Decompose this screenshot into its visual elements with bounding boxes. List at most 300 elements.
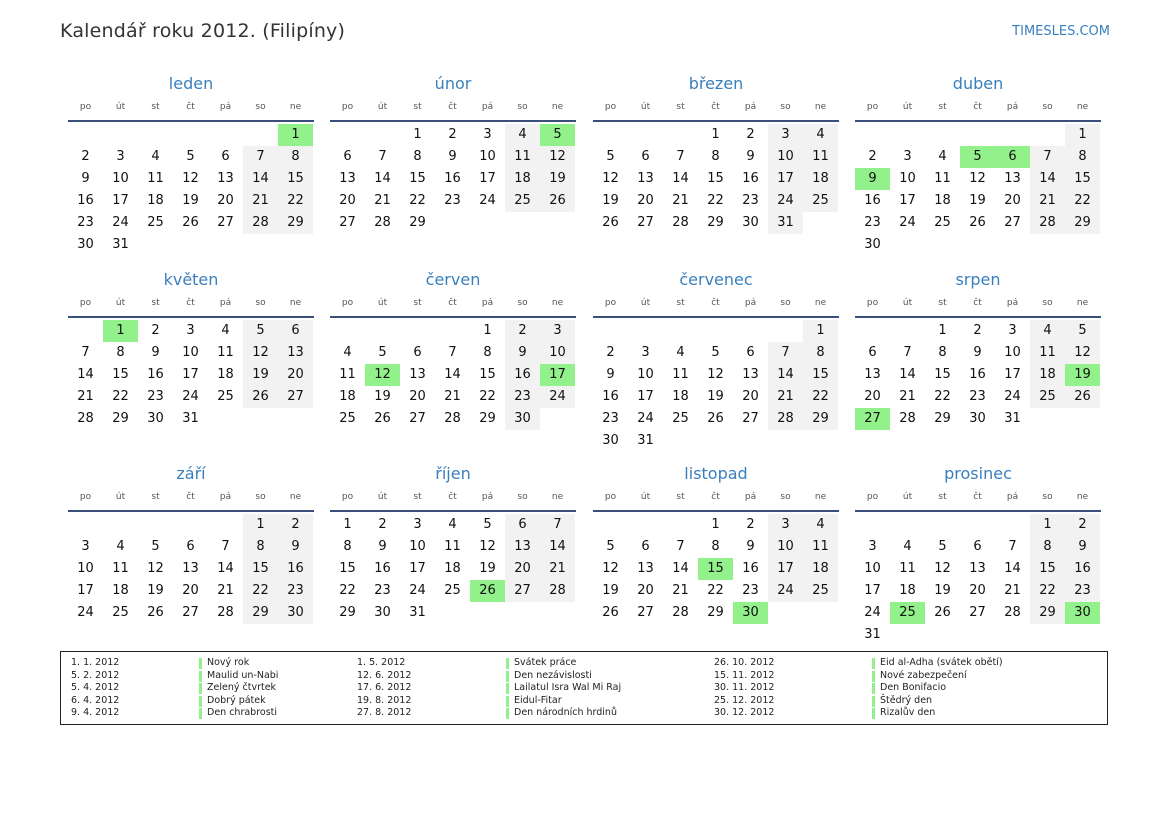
day-cell[interactable]: 3 bbox=[768, 124, 803, 146]
day-cell[interactable]: 12 bbox=[602, 561, 619, 576]
day-cell[interactable]: 24 bbox=[864, 605, 881, 620]
day-cell[interactable]: 6 bbox=[868, 345, 877, 360]
day-cell[interactable]: 6 bbox=[641, 149, 650, 164]
day-cell[interactable]: 9 bbox=[855, 168, 890, 190]
day-cell[interactable]: 11 bbox=[672, 367, 689, 382]
day-cell[interactable]: 9 bbox=[746, 539, 755, 554]
day-cell[interactable]: 25 bbox=[147, 215, 164, 230]
day-cell[interactable]: 30 bbox=[147, 411, 164, 426]
day-cell[interactable]: 11 bbox=[899, 561, 916, 576]
day-cell[interactable]: 17 bbox=[1004, 367, 1021, 382]
day-cell[interactable]: 22 bbox=[409, 193, 426, 208]
day-cell[interactable]: 13 bbox=[339, 171, 356, 186]
day-cell[interactable]: 2 bbox=[746, 517, 755, 532]
day-cell[interactable]: 3 bbox=[1008, 323, 1017, 338]
day-cell[interactable]: 19 bbox=[707, 389, 724, 404]
day-cell[interactable]: 13 bbox=[742, 367, 759, 382]
day-cell[interactable]: 10 bbox=[637, 367, 654, 382]
day-cell[interactable]: 1 bbox=[413, 127, 422, 142]
day-cell[interactable]: 1 bbox=[1065, 124, 1100, 146]
day-cell[interactable]: 20 bbox=[182, 583, 199, 598]
day-cell[interactable]: 22 bbox=[803, 386, 838, 408]
day-cell[interactable]: 8 bbox=[116, 345, 125, 360]
day-cell[interactable]: 13 bbox=[637, 561, 654, 576]
day-cell[interactable]: 23 bbox=[374, 583, 391, 598]
day-cell[interactable]: 30 bbox=[969, 411, 986, 426]
day-cell[interactable]: 12 bbox=[540, 146, 575, 168]
day-cell[interactable]: 14 bbox=[77, 367, 94, 382]
day-cell[interactable]: 14 bbox=[540, 536, 575, 558]
day-cell[interactable]: 23 bbox=[147, 389, 164, 404]
day-cell[interactable]: 5 bbox=[243, 320, 278, 342]
day-cell[interactable]: 31 bbox=[1004, 411, 1021, 426]
day-cell[interactable]: 8 bbox=[938, 345, 947, 360]
day-cell[interactable]: 5 bbox=[938, 539, 947, 554]
day-cell[interactable]: 18 bbox=[934, 193, 951, 208]
day-cell[interactable]: 15 bbox=[112, 367, 129, 382]
day-cell[interactable]: 7 bbox=[676, 149, 685, 164]
day-cell[interactable]: 21 bbox=[1004, 583, 1021, 598]
day-cell[interactable]: 4 bbox=[151, 149, 160, 164]
day-cell[interactable]: 5 bbox=[960, 146, 995, 168]
day-cell[interactable]: 8 bbox=[243, 536, 278, 558]
day-cell[interactable]: 24 bbox=[768, 580, 803, 602]
day-cell[interactable]: 26 bbox=[602, 605, 619, 620]
day-cell[interactable]: 18 bbox=[899, 583, 916, 598]
day-cell[interactable]: 5 bbox=[186, 149, 195, 164]
day-cell[interactable]: 17 bbox=[899, 193, 916, 208]
day-cell[interactable]: 29 bbox=[112, 411, 129, 426]
day-cell[interactable]: 15 bbox=[479, 367, 496, 382]
day-cell[interactable]: 27 bbox=[637, 605, 654, 620]
day-cell[interactable]: 19 bbox=[969, 193, 986, 208]
day-cell[interactable]: 29 bbox=[803, 408, 838, 430]
day-cell[interactable]: 1 bbox=[483, 323, 492, 338]
day-cell[interactable]: 14 bbox=[444, 367, 461, 382]
day-cell[interactable]: 4 bbox=[221, 323, 230, 338]
day-cell[interactable]: 29 bbox=[1065, 212, 1100, 234]
day-cell[interactable]: 7 bbox=[540, 514, 575, 536]
day-cell[interactable]: 24 bbox=[540, 386, 575, 408]
day-cell[interactable]: 30 bbox=[77, 237, 94, 252]
day-cell[interactable]: 4 bbox=[803, 514, 838, 536]
day-cell[interactable]: 31 bbox=[112, 237, 129, 252]
day-cell[interactable]: 4 bbox=[505, 124, 540, 146]
day-cell[interactable]: 14 bbox=[1030, 168, 1065, 190]
day-cell[interactable]: 26 bbox=[470, 580, 505, 602]
day-cell[interactable]: 23 bbox=[602, 411, 619, 426]
day-cell[interactable]: 3 bbox=[186, 323, 195, 338]
day-cell[interactable]: 4 bbox=[676, 345, 685, 360]
day-cell[interactable]: 12 bbox=[365, 364, 400, 386]
day-cell[interactable]: 27 bbox=[278, 386, 313, 408]
day-cell[interactable]: 7 bbox=[1008, 539, 1017, 554]
day-cell[interactable]: 18 bbox=[803, 558, 838, 580]
day-cell[interactable]: 15 bbox=[707, 171, 724, 186]
day-cell[interactable]: 21 bbox=[768, 386, 803, 408]
day-cell[interactable]: 6 bbox=[746, 345, 755, 360]
day-cell[interactable]: 3 bbox=[868, 539, 877, 554]
day-cell[interactable]: 12 bbox=[602, 171, 619, 186]
day-cell[interactable]: 7 bbox=[1030, 146, 1065, 168]
day-cell[interactable]: 18 bbox=[505, 168, 540, 190]
day-cell[interactable]: 22 bbox=[707, 193, 724, 208]
day-cell[interactable]: 25 bbox=[112, 605, 129, 620]
day-cell[interactable]: 5 bbox=[1065, 320, 1100, 342]
day-cell[interactable]: 19 bbox=[243, 364, 278, 386]
day-cell[interactable]: 17 bbox=[768, 558, 803, 580]
day-cell[interactable]: 17 bbox=[479, 171, 496, 186]
day-cell[interactable]: 12 bbox=[1065, 342, 1100, 364]
day-cell[interactable]: 22 bbox=[339, 583, 356, 598]
day-cell[interactable]: 21 bbox=[540, 558, 575, 580]
day-cell[interactable]: 14 bbox=[768, 364, 803, 386]
site-link[interactable]: TIMESLES.COM bbox=[1012, 24, 1110, 39]
day-cell[interactable]: 1 bbox=[803, 320, 838, 342]
day-cell[interactable]: 21 bbox=[243, 190, 278, 212]
day-cell[interactable]: 10 bbox=[768, 536, 803, 558]
day-cell[interactable]: 18 bbox=[112, 583, 129, 598]
day-cell[interactable]: 17 bbox=[112, 193, 129, 208]
day-cell[interactable]: 6 bbox=[186, 539, 195, 554]
day-cell[interactable]: 26 bbox=[602, 215, 619, 230]
day-cell[interactable]: 20 bbox=[339, 193, 356, 208]
day-cell[interactable]: 9 bbox=[1065, 536, 1100, 558]
day-cell[interactable]: 18 bbox=[217, 367, 234, 382]
day-cell[interactable]: 11 bbox=[1030, 342, 1065, 364]
day-cell[interactable]: 24 bbox=[899, 215, 916, 230]
day-cell[interactable]: 28 bbox=[243, 212, 278, 234]
day-cell[interactable]: 15 bbox=[243, 558, 278, 580]
day-cell[interactable]: 8 bbox=[278, 146, 313, 168]
day-cell[interactable]: 28 bbox=[899, 411, 916, 426]
day-cell[interactable]: 3 bbox=[540, 320, 575, 342]
day-cell[interactable]: 8 bbox=[711, 149, 720, 164]
day-cell[interactable]: 31 bbox=[637, 433, 654, 448]
day-cell[interactable]: 23 bbox=[278, 580, 313, 602]
day-cell[interactable]: 16 bbox=[77, 193, 94, 208]
day-cell[interactable]: 25 bbox=[339, 411, 356, 426]
day-cell[interactable]: 16 bbox=[1065, 558, 1100, 580]
day-cell[interactable]: 4 bbox=[448, 517, 457, 532]
day-cell[interactable]: 19 bbox=[479, 561, 496, 576]
day-cell[interactable]: 8 bbox=[1030, 536, 1065, 558]
day-cell[interactable]: 12 bbox=[243, 342, 278, 364]
day-cell[interactable]: 12 bbox=[479, 539, 496, 554]
day-cell[interactable]: 28 bbox=[77, 411, 94, 426]
day-cell[interactable]: 26 bbox=[243, 386, 278, 408]
day-cell[interactable]: 16 bbox=[864, 193, 881, 208]
day-cell[interactable]: 28 bbox=[768, 408, 803, 430]
day-cell[interactable]: 25 bbox=[934, 215, 951, 230]
day-cell[interactable]: 4 bbox=[116, 539, 125, 554]
day-cell[interactable]: 18 bbox=[1030, 364, 1065, 386]
day-cell[interactable]: 26 bbox=[374, 411, 391, 426]
day-cell[interactable]: 1 bbox=[278, 124, 313, 146]
day-cell[interactable]: 28 bbox=[540, 580, 575, 602]
day-cell[interactable]: 26 bbox=[934, 605, 951, 620]
day-cell[interactable]: 8 bbox=[413, 149, 422, 164]
day-cell[interactable]: 27 bbox=[969, 605, 986, 620]
day-cell[interactable]: 9 bbox=[505, 342, 540, 364]
day-cell[interactable]: 17 bbox=[540, 364, 575, 386]
day-cell[interactable]: 29 bbox=[934, 411, 951, 426]
day-cell[interactable]: 1 bbox=[711, 127, 720, 142]
day-cell[interactable]: 13 bbox=[182, 561, 199, 576]
day-cell[interactable]: 20 bbox=[217, 193, 234, 208]
day-cell[interactable]: 12 bbox=[969, 171, 986, 186]
day-cell[interactable]: 22 bbox=[1065, 190, 1100, 212]
day-cell[interactable]: 14 bbox=[243, 168, 278, 190]
day-cell[interactable]: 8 bbox=[483, 345, 492, 360]
day-cell[interactable]: 1 bbox=[938, 323, 947, 338]
day-cell[interactable]: 27 bbox=[855, 408, 890, 430]
day-cell[interactable]: 4 bbox=[803, 124, 838, 146]
day-cell[interactable]: 12 bbox=[934, 561, 951, 576]
day-cell[interactable]: 18 bbox=[672, 389, 689, 404]
day-cell[interactable]: 8 bbox=[711, 539, 720, 554]
day-cell[interactable]: 27 bbox=[1004, 215, 1021, 230]
day-cell[interactable]: 24 bbox=[409, 583, 426, 598]
day-cell[interactable]: 10 bbox=[77, 561, 94, 576]
day-cell[interactable]: 8 bbox=[343, 539, 352, 554]
day-cell[interactable]: 19 bbox=[602, 193, 619, 208]
day-cell[interactable]: 9 bbox=[606, 367, 615, 382]
day-cell[interactable]: 29 bbox=[339, 605, 356, 620]
day-cell[interactable]: 27 bbox=[409, 411, 426, 426]
day-cell[interactable]: 10 bbox=[1004, 345, 1021, 360]
day-cell[interactable]: 26 bbox=[1065, 386, 1100, 408]
day-cell[interactable]: 21 bbox=[672, 583, 689, 598]
day-cell[interactable]: 18 bbox=[444, 561, 461, 576]
day-cell[interactable]: 24 bbox=[1004, 389, 1021, 404]
day-cell[interactable]: 8 bbox=[1065, 146, 1100, 168]
day-cell[interactable]: 13 bbox=[637, 171, 654, 186]
day-cell[interactable]: 7 bbox=[243, 146, 278, 168]
day-cell[interactable]: 4 bbox=[343, 345, 352, 360]
day-cell[interactable]: 30 bbox=[374, 605, 391, 620]
day-cell[interactable]: 7 bbox=[676, 539, 685, 554]
day-cell[interactable]: 27 bbox=[182, 605, 199, 620]
day-cell[interactable]: 2 bbox=[1065, 514, 1100, 536]
day-cell[interactable]: 17 bbox=[637, 389, 654, 404]
day-cell[interactable]: 27 bbox=[217, 215, 234, 230]
day-cell[interactable]: 11 bbox=[934, 171, 951, 186]
day-cell[interactable]: 2 bbox=[973, 323, 982, 338]
day-cell[interactable]: 3 bbox=[81, 539, 90, 554]
day-cell[interactable]: 4 bbox=[1030, 320, 1065, 342]
day-cell[interactable]: 14 bbox=[374, 171, 391, 186]
day-cell[interactable]: 4 bbox=[903, 539, 912, 554]
day-cell[interactable]: 18 bbox=[803, 168, 838, 190]
day-cell[interactable]: 3 bbox=[483, 127, 492, 142]
day-cell[interactable]: 21 bbox=[672, 193, 689, 208]
day-cell[interactable]: 12 bbox=[147, 561, 164, 576]
day-cell[interactable]: 29 bbox=[243, 602, 278, 624]
day-cell[interactable]: 1 bbox=[1030, 514, 1065, 536]
day-cell[interactable]: 11 bbox=[147, 171, 164, 186]
day-cell[interactable]: 20 bbox=[742, 389, 759, 404]
day-cell[interactable]: 14 bbox=[672, 171, 689, 186]
day-cell[interactable]: 27 bbox=[742, 411, 759, 426]
day-cell[interactable]: 26 bbox=[147, 605, 164, 620]
day-cell[interactable]: 10 bbox=[182, 345, 199, 360]
day-cell[interactable]: 24 bbox=[182, 389, 199, 404]
day-cell[interactable]: 16 bbox=[969, 367, 986, 382]
day-cell[interactable]: 16 bbox=[278, 558, 313, 580]
day-cell[interactable]: 1 bbox=[711, 517, 720, 532]
day-cell[interactable]: 25 bbox=[890, 602, 925, 624]
day-cell[interactable]: 21 bbox=[899, 389, 916, 404]
day-cell[interactable]: 27 bbox=[339, 215, 356, 230]
day-cell[interactable]: 30 bbox=[733, 602, 768, 624]
day-cell[interactable]: 16 bbox=[444, 171, 461, 186]
day-cell[interactable]: 13 bbox=[505, 536, 540, 558]
day-cell[interactable]: 30 bbox=[278, 602, 313, 624]
day-cell[interactable]: 2 bbox=[81, 149, 90, 164]
day-cell[interactable]: 7 bbox=[221, 539, 230, 554]
day-cell[interactable]: 30 bbox=[602, 433, 619, 448]
day-cell[interactable]: 10 bbox=[768, 146, 803, 168]
day-cell[interactable]: 3 bbox=[116, 149, 125, 164]
day-cell[interactable]: 19 bbox=[182, 193, 199, 208]
day-cell[interactable]: 24 bbox=[77, 605, 94, 620]
day-cell[interactable]: 9 bbox=[151, 345, 160, 360]
day-cell[interactable]: 29 bbox=[278, 212, 313, 234]
day-cell[interactable]: 11 bbox=[803, 536, 838, 558]
day-cell[interactable]: 28 bbox=[217, 605, 234, 620]
day-cell[interactable]: 5 bbox=[483, 517, 492, 532]
day-cell[interactable]: 31 bbox=[409, 605, 426, 620]
day-cell[interactable]: 9 bbox=[746, 149, 755, 164]
day-cell[interactable]: 5 bbox=[151, 539, 160, 554]
day-cell[interactable]: 6 bbox=[995, 146, 1030, 168]
day-cell[interactable]: 17 bbox=[768, 168, 803, 190]
day-cell[interactable]: 22 bbox=[707, 583, 724, 598]
day-cell[interactable]: 1 bbox=[103, 320, 138, 342]
day-cell[interactable]: 6 bbox=[278, 320, 313, 342]
day-cell[interactable]: 27 bbox=[637, 215, 654, 230]
day-cell[interactable]: 9 bbox=[973, 345, 982, 360]
day-cell[interactable]: 20 bbox=[1004, 193, 1021, 208]
day-cell[interactable]: 18 bbox=[147, 193, 164, 208]
day-cell[interactable]: 20 bbox=[505, 558, 540, 580]
day-cell[interactable]: 20 bbox=[278, 364, 313, 386]
day-cell[interactable]: 3 bbox=[903, 149, 912, 164]
day-cell[interactable]: 2 bbox=[606, 345, 615, 360]
day-cell[interactable]: 16 bbox=[742, 171, 759, 186]
day-cell[interactable]: 9 bbox=[278, 536, 313, 558]
day-cell[interactable]: 26 bbox=[182, 215, 199, 230]
day-cell[interactable]: 25 bbox=[505, 190, 540, 212]
day-cell[interactable]: 21 bbox=[217, 583, 234, 598]
day-cell[interactable]: 14 bbox=[1004, 561, 1021, 576]
day-cell[interactable]: 23 bbox=[444, 193, 461, 208]
day-cell[interactable]: 13 bbox=[278, 342, 313, 364]
day-cell[interactable]: 28 bbox=[374, 215, 391, 230]
day-cell[interactable]: 23 bbox=[742, 583, 759, 598]
day-cell[interactable]: 20 bbox=[409, 389, 426, 404]
day-cell[interactable]: 17 bbox=[864, 583, 881, 598]
day-cell[interactable]: 25 bbox=[217, 389, 234, 404]
day-cell[interactable]: 29 bbox=[707, 215, 724, 230]
day-cell[interactable]: 2 bbox=[505, 320, 540, 342]
day-cell[interactable]: 15 bbox=[803, 364, 838, 386]
day-cell[interactable]: 25 bbox=[803, 580, 838, 602]
day-cell[interactable]: 10 bbox=[864, 561, 881, 576]
day-cell[interactable]: 22 bbox=[479, 389, 496, 404]
day-cell[interactable]: 17 bbox=[77, 583, 94, 598]
day-cell[interactable]: 23 bbox=[864, 215, 881, 230]
day-cell[interactable]: 10 bbox=[409, 539, 426, 554]
day-cell[interactable]: 19 bbox=[602, 583, 619, 598]
day-cell[interactable]: 16 bbox=[147, 367, 164, 382]
day-cell[interactable]: 22 bbox=[934, 389, 951, 404]
day-cell[interactable]: 5 bbox=[711, 345, 720, 360]
day-cell[interactable]: 3 bbox=[768, 514, 803, 536]
day-cell[interactable]: 25 bbox=[803, 190, 838, 212]
day-cell[interactable]: 11 bbox=[803, 146, 838, 168]
day-cell[interactable]: 26 bbox=[969, 215, 986, 230]
day-cell[interactable]: 19 bbox=[147, 583, 164, 598]
day-cell[interactable]: 29 bbox=[409, 215, 426, 230]
day-cell[interactable]: 13 bbox=[217, 171, 234, 186]
day-cell[interactable]: 30 bbox=[1065, 602, 1100, 624]
day-cell[interactable]: 14 bbox=[899, 367, 916, 382]
day-cell[interactable]: 29 bbox=[707, 605, 724, 620]
day-cell[interactable]: 6 bbox=[343, 149, 352, 164]
day-cell[interactable]: 23 bbox=[969, 389, 986, 404]
day-cell[interactable]: 2 bbox=[278, 514, 313, 536]
day-cell[interactable]: 12 bbox=[707, 367, 724, 382]
day-cell[interactable]: 21 bbox=[1030, 190, 1065, 212]
day-cell[interactable]: 19 bbox=[1065, 364, 1100, 386]
day-cell[interactable]: 15 bbox=[1030, 558, 1065, 580]
day-cell[interactable]: 22 bbox=[278, 190, 313, 212]
day-cell[interactable]: 24 bbox=[768, 190, 803, 212]
day-cell[interactable]: 4 bbox=[938, 149, 947, 164]
day-cell[interactable]: 15 bbox=[1065, 168, 1100, 190]
day-cell[interactable]: 26 bbox=[707, 411, 724, 426]
day-cell[interactable]: 29 bbox=[1030, 602, 1065, 624]
day-cell[interactable]: 22 bbox=[112, 389, 129, 404]
day-cell[interactable]: 10 bbox=[112, 171, 129, 186]
day-cell[interactable]: 28 bbox=[672, 215, 689, 230]
day-cell[interactable]: 5 bbox=[606, 149, 615, 164]
day-cell[interactable]: 2 bbox=[378, 517, 387, 532]
day-cell[interactable]: 15 bbox=[339, 561, 356, 576]
day-cell[interactable]: 18 bbox=[339, 389, 356, 404]
day-cell[interactable]: 28 bbox=[672, 605, 689, 620]
day-cell[interactable]: 20 bbox=[637, 583, 654, 598]
day-cell[interactable]: 27 bbox=[505, 580, 540, 602]
day-cell[interactable]: 6 bbox=[505, 514, 540, 536]
day-cell[interactable]: 22 bbox=[243, 580, 278, 602]
day-cell[interactable]: 15 bbox=[934, 367, 951, 382]
day-cell[interactable]: 3 bbox=[413, 517, 422, 532]
day-cell[interactable]: 11 bbox=[112, 561, 129, 576]
day-cell[interactable]: 13 bbox=[864, 367, 881, 382]
day-cell[interactable]: 31 bbox=[182, 411, 199, 426]
day-cell[interactable]: 15 bbox=[698, 558, 733, 580]
day-cell[interactable]: 11 bbox=[217, 345, 234, 360]
day-cell[interactable]: 19 bbox=[934, 583, 951, 598]
day-cell[interactable]: 9 bbox=[448, 149, 457, 164]
day-cell[interactable]: 14 bbox=[217, 561, 234, 576]
day-cell[interactable]: 2 bbox=[746, 127, 755, 142]
day-cell[interactable]: 6 bbox=[413, 345, 422, 360]
day-cell[interactable]: 19 bbox=[374, 389, 391, 404]
